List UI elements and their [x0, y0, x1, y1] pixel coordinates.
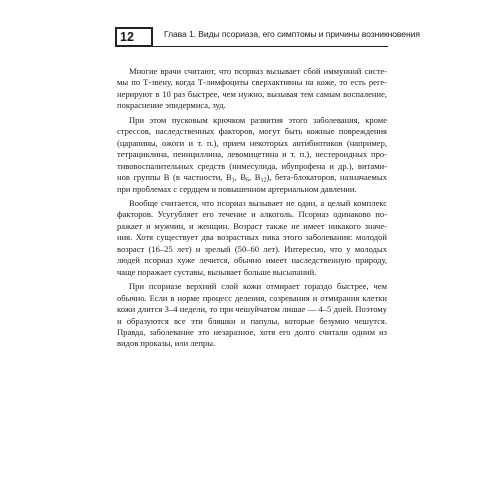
text-line-vitamins: [117, 172, 387, 183]
text-line: кожи длится 3–4 недели, то при чешуйчатом лишае — 4–5 дней. Поэтому: [117, 304, 387, 315]
text-line: чаще поражает суставы, вызывает больше высыпаний.: [117, 266, 317, 277]
text-fragment: ), бета-блокаторов, назначаемых: [266, 172, 387, 183]
text-line: людей псориаз хуже лечится, обычно имеет наследственную природу,: [117, 255, 387, 266]
text-line: При этом пусковым крючком развития этого заболевания, кроме: [129, 114, 387, 125]
text-line: ния. Хотя существует два возрастных пика этого заболевания: молодой: [117, 232, 387, 243]
text-fragment: нов группы В (в частности, В: [117, 172, 232, 183]
text-line: Правда, заболевание это незаразное, хотя его долго считали одним из: [117, 326, 387, 337]
text-line: тивовоспалительных средств (нимесулида, ибупрофена и др.), витами-: [117, 160, 387, 171]
subscript: 6: [246, 177, 250, 184]
page-number: 12: [115, 27, 153, 47]
paragraph-2: [117, 115, 387, 195]
text-line: и образуются все эти бляшки и папулы, которые безумно чешутся.: [117, 315, 387, 326]
header-divider: [115, 46, 388, 47]
text-fragment: , В: [234, 172, 247, 183]
paragraph-4: [117, 281, 387, 350]
text-line: факторов. Усугубляет его течение и алкоголь. Псориаз одинаково по-: [117, 209, 387, 220]
paragraph-3: [117, 198, 387, 278]
text-line: мы по Т-звену, когда Т-лимфоциты сверхактивны на коже, то есть реге-: [117, 77, 387, 88]
subscript: 1: [231, 177, 235, 184]
text-line: видов проказы, или лепры.: [117, 338, 216, 349]
text-fragment: , В: [249, 172, 261, 183]
text-line: при проблемах с сердцем и повышенном артериальном давлении.: [117, 183, 357, 194]
text-line: тетрациклина, пенициллина, левомицетина и т. п.), нестероидных про-: [117, 149, 387, 160]
text-line: обычно. Если в норме процесс деления, созревания и отмирания клетки: [117, 292, 387, 303]
subscript: 12: [260, 177, 267, 184]
text-line: (царапины, ожоги и т. п.), прием некоторых антибиотиков (например,: [117, 137, 387, 148]
text-line: покраснение эпидермиса, зуд.: [117, 100, 226, 111]
text-line: стрессов, наследственных факторов, могут быть кожные повреждения: [117, 126, 387, 137]
chapter-title: Глава 1. Виды псориаза, его симптомы и причины возникновения: [164, 29, 420, 39]
text-line: Многие врачи считают, что псориаз вызывает сбой иммунной систе-: [129, 66, 387, 76]
text-line: возраст (16–25 лет) и зрелый (50–60 лет). Интересно, что у молодых: [117, 243, 387, 254]
text-line: ражает и мужчин, и женщин. Возраст также не имеет никакого значе-: [117, 220, 387, 231]
text-line: Вообще считается, что псориаз вызывает не один, а целый комплекс: [129, 197, 387, 208]
text-line: нерируют в 10 раз быстрее, чем нужно, вызывая тем самым воспаление,: [117, 88, 387, 99]
paragraph-1: [117, 66, 387, 112]
body-text: [117, 66, 387, 350]
text-line: При псориазе верхний слой кожи отмирает гораздо быстрее, чем: [129, 281, 387, 292]
